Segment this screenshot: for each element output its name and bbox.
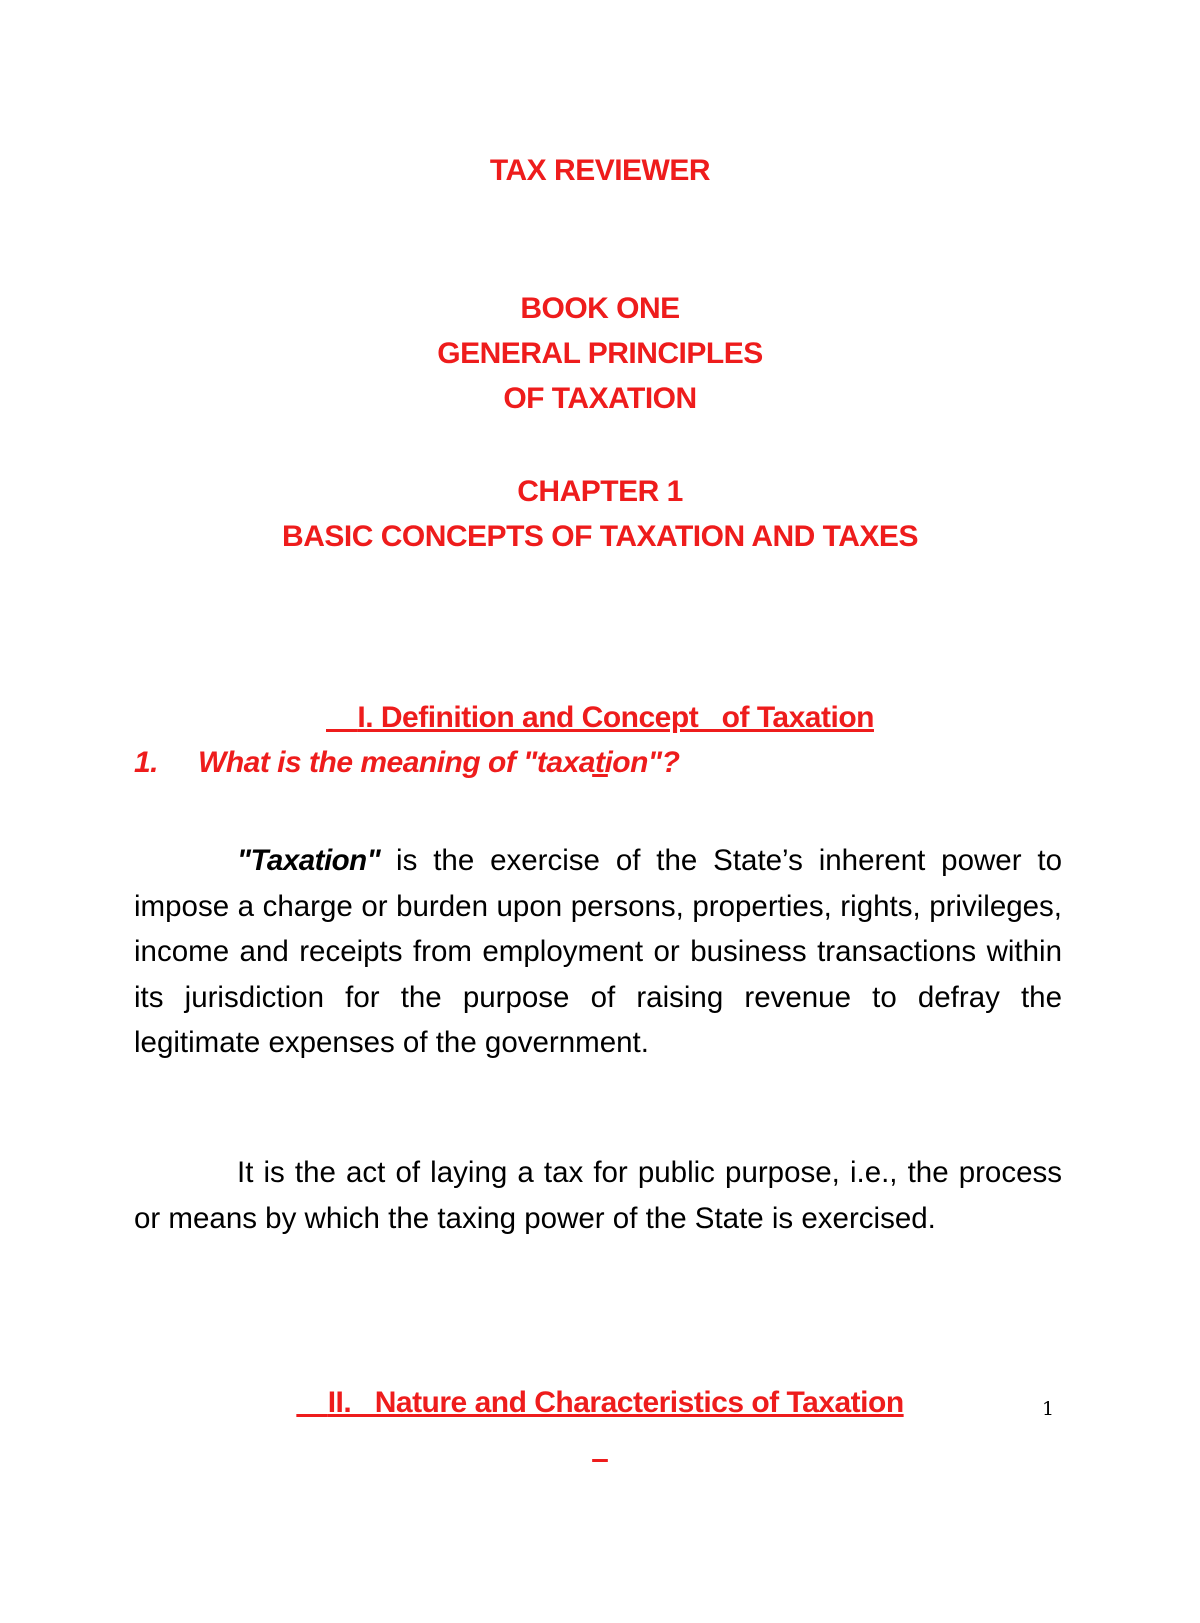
section-heading-2-text: II. Nature and Characteristics of Taxation (327, 1386, 904, 1419)
chapter-heading (0, 469, 1200, 559)
paragraph-definition (134, 838, 1062, 1066)
question-1 (134, 740, 679, 785)
section-heading-2 (0, 1335, 1200, 1470)
question-number: 1. (134, 746, 159, 779)
paragraph-act-text: It is the act of laying a tax for public purpose, i.e., the process or means by which the taxing power of the State is exercised. (134, 1156, 1062, 1235)
paragraph-act (134, 1150, 1062, 1241)
document-title (0, 148, 1200, 193)
chapter-number: CHAPTER 1 (517, 475, 683, 508)
paragraph-definition-text: is the exercise of the State’s inherent power to impose a charge or burden upon persons, properties, rights, privileges, income and receipts from employment or business transactions within its jurisdiction for the purpose of raising revenue to defray the legitimate expenses of the government. (134, 844, 1062, 1059)
document-title-text: TAX REVIEWER (489, 154, 711, 187)
book-line-3: OF TAXATION (503, 382, 697, 415)
page-number: 1 (1042, 1398, 1055, 1420)
question-text: What is the meaning of "taxation"? (198, 746, 680, 779)
book-heading (0, 286, 1200, 421)
chapter-title: BASIC CONCEPTS OF TAXATION AND TAXES (282, 520, 918, 553)
defined-term: "Taxation" (237, 844, 381, 877)
section-heading-1-text: I. Definition and Concept of Taxation (357, 701, 874, 734)
book-line-1: BOOK ONE (520, 292, 680, 325)
book-line-2: GENERAL PRINCIPLES (437, 337, 763, 370)
